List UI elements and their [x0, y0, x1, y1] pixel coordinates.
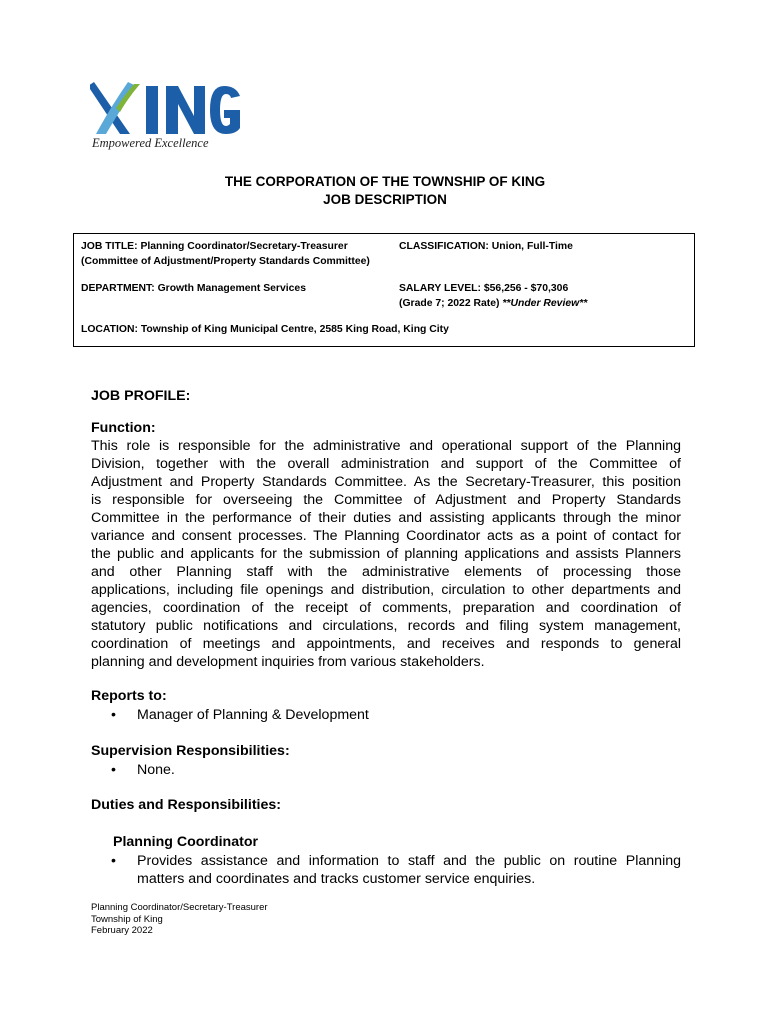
function-line: coordination of meetings and appointments, and receives and responds to general	[91, 636, 681, 652]
corporation-title: THE CORPORATION OF THE TOWNSHIP OF KING	[224, 174, 546, 189]
logo-tagline: Empowered Excellence	[92, 136, 209, 150]
supervision-text: None.	[137, 762, 175, 778]
job-title-committee: (Committee of Adjustment/Property Standards Committee)	[81, 256, 370, 267]
function-line: statutory public notifications and circulations, records and filing system management,	[91, 618, 681, 634]
bullet-icon: •	[111, 853, 116, 869]
function-line: agencies, coordination of the receipt of comments, preparation and coordination of	[91, 600, 681, 616]
salary-note-line	[399, 296, 587, 311]
bullet-icon: •	[111, 707, 116, 723]
document-title: JOB DESCRIPTION	[323, 192, 447, 207]
function-line: Division, together with the overall administration and support of the Committee of	[91, 456, 681, 472]
salary-review-flag: **Under Review**	[502, 298, 588, 309]
function-line: the public and applicants for the submission of planning applications and assists Planners	[91, 546, 681, 562]
function-line: Committee in the performance of their duties and assisting applicants through the minor	[91, 510, 681, 526]
footer-date: February 2022	[91, 925, 153, 936]
bullet-icon: •	[111, 762, 116, 778]
function-line: and other Planning staff with the administrative elements of processing those	[91, 564, 681, 580]
footer-organization: Township of King	[91, 913, 163, 925]
salary-level: SALARY LEVEL: $56,256 - $70,306	[399, 283, 569, 294]
page-footer	[91, 902, 268, 937]
location: LOCATION: Township of King Municipal Centre, 2585 King Road, King City	[81, 324, 449, 335]
job-title: JOB TITLE: Planning Coordinator/Secretary-Treasurer	[81, 241, 348, 252]
job-info-box	[73, 233, 695, 347]
function-line: is responsible for overseeing the Committee of Adjustment and Property Standards	[91, 492, 681, 508]
duties-heading: Duties and Responsibilities:	[91, 797, 281, 813]
supervision-heading: Supervision Responsibilities:	[91, 743, 290, 759]
salary-grade-note: (Grade 7; 2022 Rate)	[399, 298, 500, 309]
footer-position: Planning Coordinator/Secretary-Treasurer	[91, 902, 268, 913]
function-line: This role is responsible for the administrative and operational support of the Planning	[91, 438, 681, 454]
classification: CLASSIFICATION: Union, Full-Time	[399, 241, 573, 252]
function-line: planning and development inquiries from various stakeholders.	[91, 654, 485, 670]
planning-coordinator-subheading: Planning Coordinator	[113, 834, 259, 850]
king-logo-mark	[90, 78, 250, 138]
job-profile-heading: JOB PROFILE:	[91, 388, 191, 404]
function-heading: Function:	[91, 420, 156, 436]
function-paragraph	[91, 437, 681, 671]
duty-line: Provides assistance and information to staff and the public on routine Planning	[137, 853, 681, 869]
department: DEPARTMENT: Growth Management Services	[81, 283, 306, 294]
function-line: Adjustment and Property Standards Committee. As the Secretary-Treasurer, this position	[91, 474, 681, 490]
reports-to-text: Manager of Planning & Development	[137, 707, 369, 723]
function-line: variance and consent processes. The Planning Coordinator acts as a point of contact for	[91, 528, 681, 544]
duty-text	[137, 852, 681, 888]
reports-to-heading: Reports to:	[91, 688, 167, 704]
function-line: applications, including file openings and distribution, circulation to other departments and	[91, 582, 681, 598]
duty-line: matters and coordinates and tracks customer service enquiries.	[137, 871, 536, 887]
